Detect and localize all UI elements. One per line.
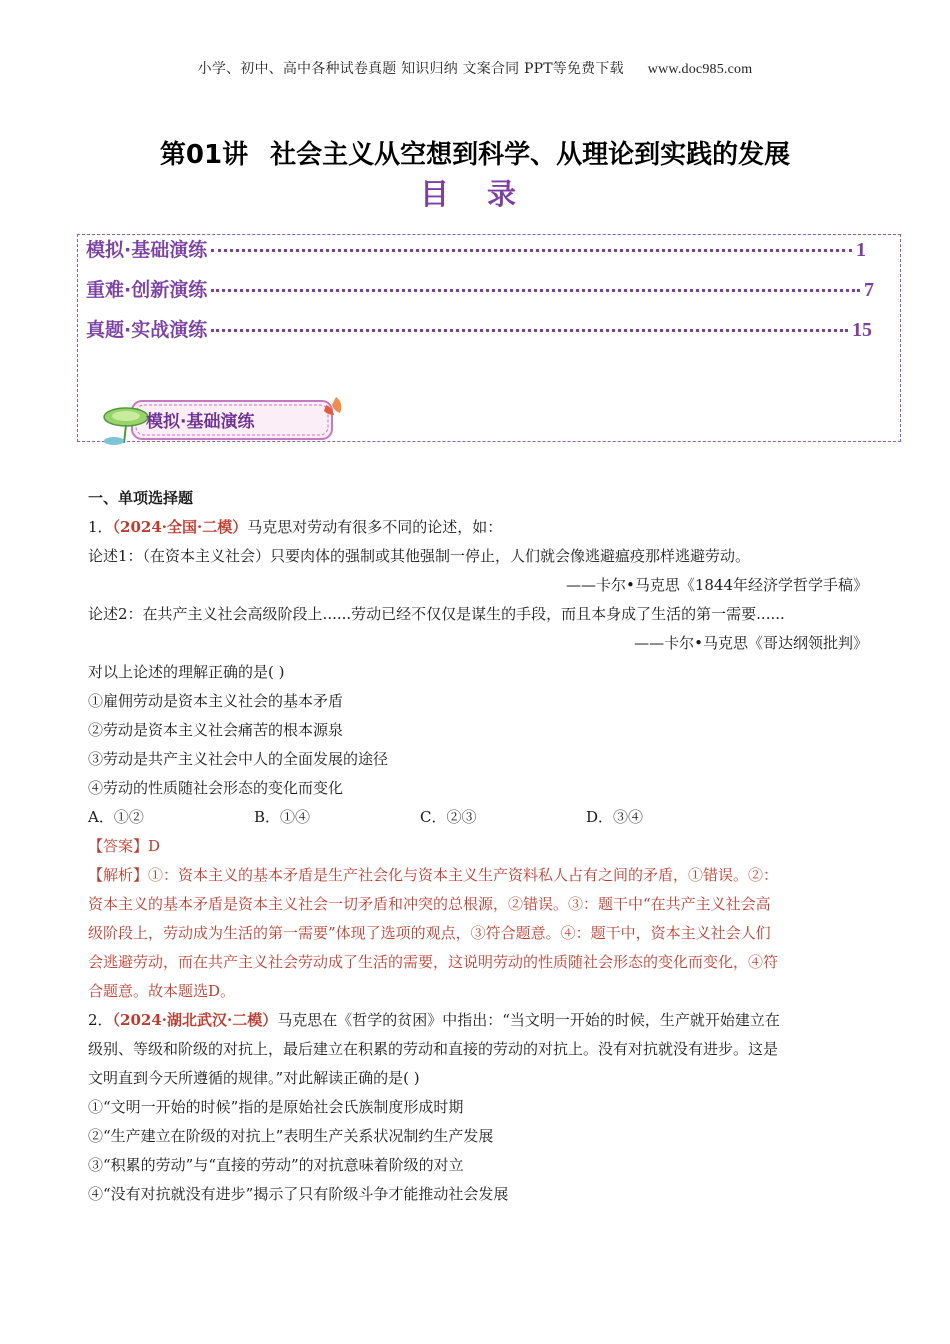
lecture-subject: 社会主义从空想到科学、从理论到实践的发展 [270, 140, 791, 170]
analysis-line: 会逃避劳动，而在共产主义社会劳动成了生活的需要，这说明劳动的性质随社会形态的变化而变化，④符 [88, 953, 779, 971]
quote-2-attribution: ——卡尔•马克思《哥达纲领批判》 [634, 634, 868, 652]
question-source: （2024·全国·二模） [112, 518, 248, 536]
question-2-header [88, 1006, 868, 1035]
toc-item[interactable] [86, 315, 872, 342]
question-1-header [88, 513, 868, 542]
analysis-line: 【解析】①：资本主义的基本矛盾是生产社会化与资本主义生产资料私人占有之间的矛盾，①错误。②： [88, 866, 779, 884]
option-d[interactable]: D．③④ [586, 808, 644, 826]
question-stem-line: 文明直到今天所遵循的规律。”对此解读正确的是( ) [88, 1069, 420, 1087]
toc-leader-dots [211, 249, 852, 252]
question-source: （2024·湖北武汉·二模） [112, 1011, 278, 1029]
analysis-line: 级阶段上，劳动成为生活的第一需要”体现了选项的观点，③符合题意。④：题干中，资本主义社会人们 [88, 924, 771, 942]
lecture-title [0, 134, 950, 171]
quote-1: 论述1：（在资本主义社会）只要肉体的强制或其他强制一停止，人们就会像逃避瘟疫那样逃避劳动。 [88, 547, 751, 565]
toc-item-label: 真题·实战演练 [86, 319, 208, 341]
question-number: 2． [88, 1011, 113, 1029]
section-title: 一、单项选择题 [88, 489, 194, 507]
toc-leader-dots [211, 289, 860, 292]
koi-fish-icon [324, 397, 341, 415]
question-stem: 马克思对劳动有很多不同的论述，如： [247, 518, 503, 536]
option-c[interactable]: C．②③ [420, 808, 477, 826]
answer-options [88, 803, 868, 832]
toc-item-page: 15 [852, 319, 872, 341]
quote-2: 论述2：在共产主义社会高级阶段上......劳动已经不仅仅是谋生的手段，而且本身成了生活的第一需要...... [88, 605, 785, 623]
statement-item: ②“生产建立在阶级的对抗上”表明生产关系状况制约生产发展 [88, 1127, 494, 1145]
option-b[interactable]: B．①④ [254, 808, 311, 826]
statement-item: ④劳动的性质随社会形态的变化而变化 [88, 779, 344, 797]
answer-key: 【答案】D [88, 837, 161, 855]
lecture-number: 第01讲 [159, 140, 249, 170]
question-number: 1． [88, 518, 113, 536]
toc-heading: 目 录 [419, 177, 531, 211]
statement-item: ①“文明一开始的时候”指的是原始社会氏族制度形成时期 [88, 1098, 464, 1116]
statement-item: ①雇佣劳动是资本主义社会的基本矛盾 [88, 692, 344, 710]
toc-item-page: 7 [864, 279, 874, 301]
toc-item-label: 重难·创新演练 [86, 279, 208, 301]
toc-item[interactable] [86, 235, 866, 262]
analysis-line: 合题意。故本题选D。 [88, 982, 236, 1000]
question-stem-line: 级别、等级和阶级的对抗上，最后建立在积累的劳动和直接的劳动的对抗上。没有对抗就没有进步。这是 [88, 1040, 779, 1058]
table-of-contents [77, 234, 901, 442]
question-ask: 对以上论述的理解正确的是( ) [88, 663, 285, 681]
statement-item: ③“积累的劳动”与“直接的劳动”的对抗意味着阶级的对立 [88, 1156, 464, 1174]
option-a[interactable]: A．①② [88, 808, 144, 826]
header-url[interactable]: www.doc985.com [647, 62, 753, 77]
quote-1-attribution: ——卡尔•马克思《1844年经济学哲学手稿》 [565, 576, 868, 594]
statement-item: ④“没有对抗就没有进步”揭示了只有阶级斗争才能推动社会发展 [88, 1185, 509, 1203]
banner-label: 模拟·基础演练 [146, 412, 255, 432]
toc-item-label: 模拟·基础演练 [86, 239, 208, 261]
statement-item: ③劳动是共产主义社会中人的全面发展的途径 [88, 750, 389, 768]
question-content [88, 484, 868, 1209]
toc-item-page: 1 [856, 239, 866, 261]
statement-item: ②劳动是资本主义社会痛苦的根本源泉 [88, 721, 344, 739]
analysis-line: 资本主义的基本矛盾是资本主义社会一切矛盾和冲突的总根源，②错误。③：题干中“在共产主义社会高 [88, 895, 771, 913]
section-banner [100, 397, 340, 443]
toc-leader-dots [211, 329, 848, 332]
header-text: 小学、初中、高中各种试卷真题 知识归纳 文案合同 PPT等免费下载 [197, 61, 624, 77]
site-header [0, 58, 950, 78]
toc-item[interactable] [86, 275, 874, 302]
question-stem: 马克思在《哲学的贫困》中指出：“当文明一开始的时候，生产就开始建立在 [277, 1011, 780, 1029]
